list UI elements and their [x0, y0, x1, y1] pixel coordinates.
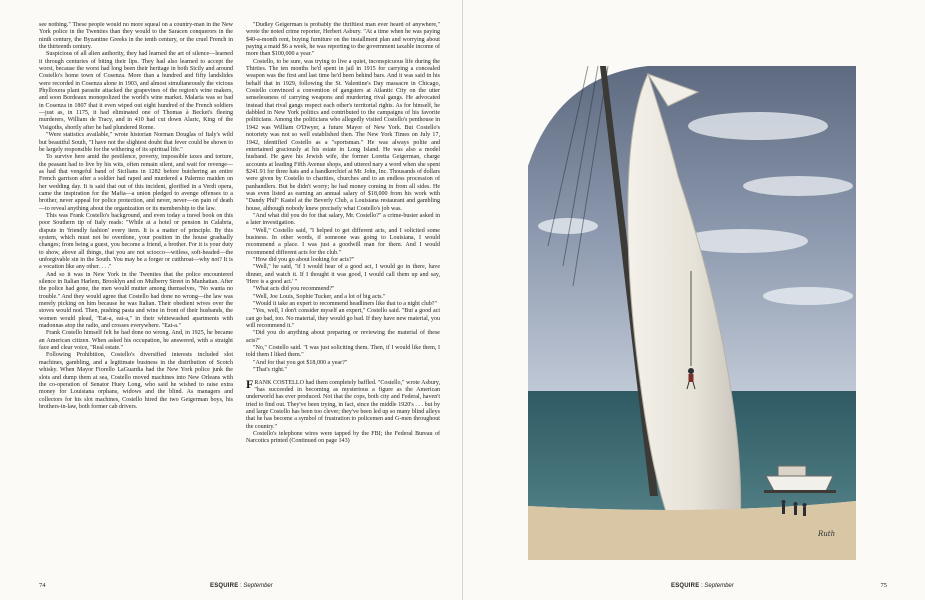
- drop-cap: F: [246, 376, 254, 391]
- footer-separator: :: [701, 583, 703, 589]
- footer-month: September: [704, 583, 734, 589]
- paragraph: Costello, to be sure, was trying to live a quiet, inconspicuous life during the Thirties. The ten months he'd spent in jail in 1915 for carrying a concealed weapon was the first and last time he'd been behind bars. And it was said in his behalf that in 1929, following the St. Valentine's Day massacre in Chicago, Costello convinced a convention of gangsters at Atlantic City on the utter senselessness of carrying weapons and murdering rival gangs. He advocated instead that rival gangs respect each other's territorial rights. As for himself, he dabbled in New York politics and contributed to the campaigns of his favorite politicians. Among the politicians who allegedly visited Costello's penthouse in 1942 was William O'Dwyer, a future Mayor of New York. But Costello's notoriety was not so well established then. The New York Times on July 17, 1942, identified Costello as a "sportsman." He was always polite and entertained graciously at his estate in Long Island. He was also a model husband. He gave his Jewish wife, the former Loretta Geigerman, charge accounts at leading Fifth Avenue shops, and uttered nary a word when she spent $241.91 for three hats and a handkerchief at Mr. John, Inc. Thousands of dollars were given by Costello to charities, churches and to an endless procession of panhandlers. But he didn't worry; he had money coming in from all sides. He was even listed as earning an annual salary of $18,000 from his work with "Dandy Phil" Kastel at the Beverly Club, a Louisiana restaurant and gambling house, although nobody knew precisely what Costello's job was.: [246, 58, 440, 212]
- paragraph: And so it was in New York in the Twenties that the police encountered silence in Italian Harlem, Brooklyn and on Mulberry Street in Manhattan. After the police had gone, the men would mutter among themselves, "No wanta no trouble." And they would agree that Costello had done no wrong—the law was merely picking on him because he was Italian. Their obedient wives over the stoves would nod. Then, pushing pasta and wine in front of their husbands, the women would plead, "Eat-a, eat-a," in their whitewashed apartments with madonnas atop the radio, and crosses everywhere. "Eat-a.": [39, 271, 233, 330]
- paragraph: "And for that you got $18,000 a year?": [253, 359, 348, 366]
- page-number-left: 74: [39, 582, 46, 589]
- illustrator-signature: Ruth: [818, 530, 836, 538]
- sailboat-illustration: [528, 66, 856, 560]
- paragraph: "Dudley Geigerman is probably the thriftiest man ever heard of anywhere," wrote the noted crime reporter, Herbert Asbury. "At a time when he was paying $40-a-month rent, buying furniture on the installment plan and worrying about paying a maid $6 a week, he was reporting to the government taxable income of more than $100,000 a year.": [246, 22, 440, 58]
- paragraph: "Would it take an expert to recommend headliners like that to a night club?": [253, 301, 437, 308]
- footer-separator: :: [240, 583, 242, 589]
- paragraph: Frank Costello himself felt he had done no wrong. And, in 1925, he became an American citizen. When asked his occupation, he answered, with a straight face and clear voice, "Real estate.": [39, 330, 233, 352]
- paragraph: "And what did you do for that salary, Mr. Costello?" a crime-buster asked in a later investigation.: [246, 212, 440, 227]
- text-column-1: [39, 22, 233, 570]
- footer-left: [210, 583, 273, 589]
- paragraph: To survive here amid the pestilence, poverty, impossible taxes and torture, the peasant had to live by his wits, often remain silent, and wait for revenge—as had that vengeful band of Sicilians in 1282 before butchering an entire French garrison after a soldier had raped and murdered a Palermo maiden on her wedding day. It is said that out of this incident, glorified in a Verdi opera, came the inspiration for the Mafia—a union pledged to avenge offenses to a brother, never appeal for police protection, and never, never—on pain of death—to reveal anything about the organization or its membership to the law.: [39, 154, 233, 212]
- paragraph: Costello's telephone wires were tapped by the FBI; the Federal Bureau of Narcotics printed (Continued on page 143): [246, 430, 440, 445]
- magazine-name: ESQUIRE: [210, 583, 239, 589]
- paragraph: "Well," Costello said, "I helped to get different acts, and I solicited some business. In other words, if someone was going to Louisiana, I would recommend a place. I was just a goodwill man for them. And I would recommend different acts for the club.": [246, 227, 440, 256]
- paragraph: see nothing." These people would no more squeal on a country-man in the New York police in the Twenties than they would to the Saracen conquerors in the ninth century, the Byzantine Greeks in the tenth century, or the cruel French in the thirteenth century.: [39, 22, 233, 51]
- illustration: [528, 66, 856, 560]
- footer-month: September: [243, 583, 273, 589]
- paragraph: "Well, Joe Louis, Sophie Tucker, and a lot of big acts.": [253, 293, 386, 300]
- paragraph: "Did you do anything about preparing or reviewing the material of these acts?": [246, 330, 440, 344]
- paragraph: Suspicious of all alien authority, they had learned the art of silence—learned it through centuries of biting their lips. They had also learned to accept the worst, because the worst had long been their heritage in both Sicily and around Costello's home town of Cosenza. More than a hundred and fifty landslides were recorded in Cosenza alone in 1903, and almost simultaneously the vicious Phylloxera plant parasite attacked the grapevines of the region's wine makers, and soon Bordeaux monopolized the world's wine market. Malaria was so bad in Cosenza in 1807 that it even wiped out eight hundred of the French soldiers—just as, in 1175, it had eliminated one of Thomas à Becket's fleeing murderers, William de Tracy, and in 410 had cut down Alaric, King of the Visigoths, shortly after he had plundered Rome.: [39, 51, 233, 131]
- magazine-name: ESQUIRE: [671, 583, 700, 589]
- paragraph: "Were statistics available," wrote historian Norman Douglas of Italy's wild but beautiful South, "I have not the slightest doubt that fever could be shown to be largely responsible for the withering of its spiritual life.": [39, 132, 233, 153]
- footer-right: [671, 583, 734, 589]
- text-column-2: [246, 22, 440, 570]
- paragraph: "What acts did you recommend?": [253, 286, 335, 293]
- section-opening-text: RANK COSTELLO had them completely baffled. "Costello," wrote Asbury, "has succeeded in becoming as mysterious a figure as the American underworld has ever produced. Not that the cops, both city and Federal, haven't tried to find out. They've been trying, in fact, since the middle 1920's . . . but by and large Costello has been too clever; they've been led up so many blind alleys that he has become a symbol of frustration to policemen and G-men throughout the country.": [246, 379, 440, 430]
- paragraph: "Well," he said, "if I would hear of a good act, I would go in there, have dinner, and watch it. If I thought it was good, I would call them up and say, 'Here is a good act.' ": [246, 264, 440, 286]
- paragraph: "That's right.": [253, 367, 287, 374]
- paragraph: "Yes, well, I don't consider myself an expert," Costello said. "But a good act can go bad, too. No material, they would go bad. If they have new material, you will recommend it.": [246, 308, 440, 330]
- paragraph: "How did you go about looking for acts?": [253, 257, 355, 263]
- page-number-right: 75: [880, 582, 887, 589]
- paragraph: This was Frank Costello's background, and even today a travel book on this poor Southern tip of Italy reads: "While at a hotel or pension in Calabria, dispute in 'friendly fashion' every item. It is a matter of principle. By this system, which must not be overdone, your position in the house gradually changes; from being a guest, you become a friend, a brother. For it is your duty to show, above all things, that you are not sciocco—witless, soft-headed—the unforgivable sin in the South. You may be a forger or cutthroat—why not? It is a vocation like any other. . . .": [39, 212, 233, 271]
- paragraph: Following Prohibition, Costello's diversified interests included slot machines, gambling, and a legitimate business in the distribution of Scotch whisky. When Mayor Fiorello LaGuardia had the New York police junk the slots and dump them at sea, Costello moved machines into New Orleans with the co-operation of Senator Huey Long, who said he wished to raise extra money for Louisiana orphans, widows and the blind. As managers and collectors for his slot machines, Costello hired the two Geigerman boys, his brothers-in-law, both former cab drivers.: [39, 352, 233, 410]
- paragraph: "No," Costello said. "I was just soliciting them. Then, if I would like them, I told them I liked them.": [246, 345, 440, 359]
- section-opening-paragraph: [246, 376, 440, 431]
